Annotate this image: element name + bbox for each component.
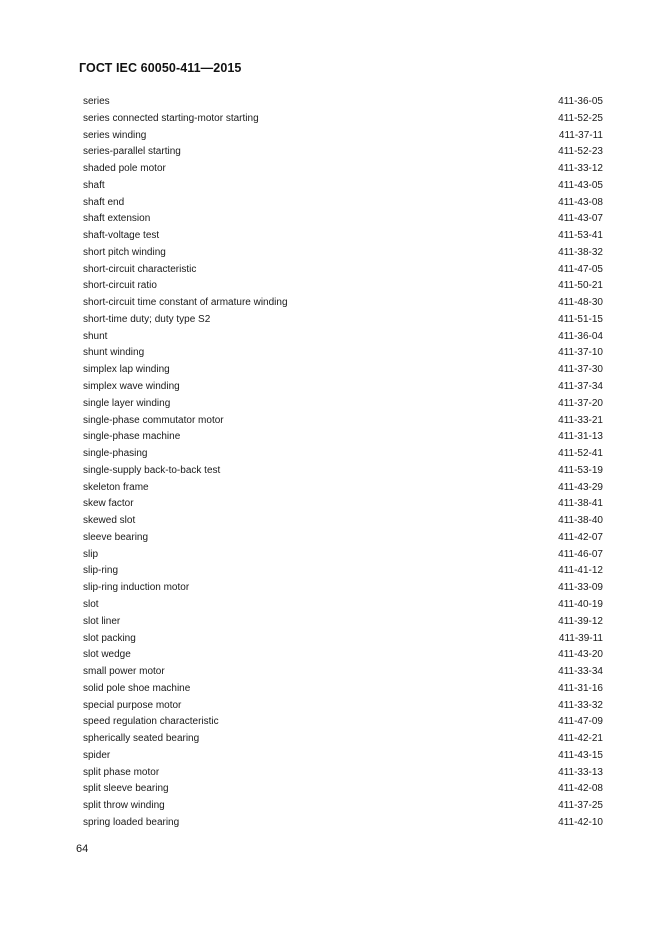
index-code: 411-31-16 [558, 682, 603, 694]
index-code: 411-53-19 [558, 464, 603, 476]
index-code: 411-48-30 [558, 297, 603, 309]
index-entry [83, 329, 603, 346]
index-code: 411-42-21 [558, 733, 603, 745]
index-entry [83, 413, 603, 430]
index-code: 411-40-19 [558, 598, 603, 610]
index-entry [83, 614, 603, 631]
index-list [83, 94, 603, 832]
index-code: 411-38-32 [558, 246, 603, 258]
index-entry [83, 161, 603, 178]
index-term: skewed slot [83, 515, 136, 527]
index-term: slot liner [83, 615, 121, 627]
index-code: 411-43-29 [558, 481, 603, 493]
index-term: skeleton frame [83, 481, 149, 493]
index-code: 411-53-41 [558, 230, 603, 242]
index-code: 411-37-20 [558, 397, 603, 409]
index-entry [83, 262, 603, 279]
index-entry [83, 245, 603, 262]
index-entry [83, 781, 603, 798]
index-term: shaded pole motor [83, 163, 166, 175]
index-code: 411-51-15 [558, 313, 603, 325]
index-entry [83, 312, 603, 329]
index-code: 411-42-08 [558, 783, 603, 795]
index-term: single-supply back-to-back test [83, 464, 221, 476]
index-term: single-phase machine [83, 431, 181, 443]
index-code: 411-47-05 [558, 263, 603, 275]
index-entry [83, 111, 603, 128]
index-term: shunt winding [83, 347, 145, 359]
index-term: spider [83, 749, 111, 761]
index-entry [83, 597, 603, 614]
index-entry [83, 731, 603, 748]
index-entry [83, 94, 603, 111]
index-entry [83, 480, 603, 497]
index-entry [83, 714, 603, 731]
page-number: 64 [76, 843, 89, 855]
index-term: split phase motor [83, 766, 160, 778]
index-entry [83, 664, 603, 681]
index-code: 411-31-13 [558, 431, 603, 443]
page-header-title: ГОСТ IEC 60050-411—2015 [79, 61, 242, 75]
index-term: shaft extension [83, 213, 151, 225]
index-entry [83, 178, 603, 195]
index-term: slip-ring induction motor [83, 582, 190, 594]
index-code: 411-36-04 [558, 330, 603, 342]
index-entry [83, 396, 603, 413]
index-entry [83, 496, 603, 513]
index-code: 411-36-05 [558, 96, 603, 107]
index-code: 411-43-20 [558, 649, 603, 661]
index-code: 411-33-12 [558, 163, 603, 175]
index-entry [83, 681, 603, 698]
index-entry [83, 798, 603, 815]
index-code: 411-38-40 [558, 515, 603, 527]
index-entry [83, 815, 603, 832]
index-term: short-circuit characteristic [83, 263, 197, 275]
index-entry [83, 765, 603, 782]
index-code: 411-33-09 [558, 582, 603, 594]
index-code: 411-46-07 [558, 548, 603, 560]
index-term: spring loaded bearing [83, 816, 180, 828]
index-term: special purpose motor [83, 699, 182, 711]
index-term: slip [83, 548, 99, 560]
index-code: 411-37-25 [558, 800, 603, 812]
index-code: 411-33-13 [558, 766, 603, 778]
index-entry [83, 195, 603, 212]
index-code: 411-37-30 [558, 364, 603, 376]
index-code: 411-33-21 [558, 414, 603, 426]
index-code: 411-43-05 [558, 179, 603, 191]
index-entry [83, 513, 603, 530]
index-code: 411-37-11 [558, 129, 603, 141]
index-entry [83, 698, 603, 715]
index-entry [83, 463, 603, 480]
index-entry [83, 345, 603, 362]
index-term: skew factor [83, 498, 134, 510]
index-code: 411-52-25 [558, 112, 603, 124]
index-entry [83, 647, 603, 664]
index-term: series-parallel starting [83, 146, 181, 158]
index-term: split sleeve bearing [83, 783, 169, 795]
index-term: short-circuit time constant of armature winding [83, 297, 288, 309]
index-term: slip-ring [83, 565, 119, 577]
index-term: series [83, 96, 110, 107]
index-term: simplex wave winding [83, 381, 180, 393]
index-term: slot packing [83, 632, 136, 644]
index-entry [83, 278, 603, 295]
index-term: sleeve bearing [83, 531, 149, 543]
index-code: 411-39-11 [558, 632, 603, 644]
index-term: spherically seated bearing [83, 733, 200, 745]
index-entry [83, 379, 603, 396]
index-term: split throw winding [83, 800, 165, 812]
index-term: shaft-voltage test [83, 230, 160, 242]
index-entry [83, 547, 603, 564]
index-entry [83, 563, 603, 580]
index-term: small power motor [83, 666, 165, 678]
index-code: 411-52-23 [558, 146, 603, 158]
index-code: 411-52-41 [558, 448, 603, 460]
index-term: short pitch winding [83, 246, 166, 258]
index-term: solid pole shoe machine [83, 682, 191, 694]
index-entry [83, 362, 603, 379]
index-term: single-phase commutator motor [83, 414, 224, 426]
index-code: 411-50-21 [558, 280, 603, 292]
index-entry [83, 530, 603, 547]
index-code: 411-42-07 [558, 531, 603, 543]
index-term: shaft end [83, 196, 125, 208]
index-term: shunt [83, 330, 108, 342]
index-entry [83, 211, 603, 228]
index-code: 411-47-09 [558, 716, 603, 728]
index-code: 411-33-32 [558, 699, 603, 711]
index-code: 411-37-10 [558, 347, 603, 359]
index-term: short-circuit ratio [83, 280, 157, 292]
index-term: simplex lap winding [83, 364, 170, 376]
index-code: 411-39-12 [558, 615, 603, 627]
index-term: short-time duty; duty type S2 [83, 313, 211, 325]
index-code: 411-38-41 [558, 498, 603, 510]
index-entry [83, 580, 603, 597]
index-entry [83, 128, 603, 145]
index-term: series connected starting-motor starting [83, 112, 259, 124]
index-term: shaft [83, 179, 105, 191]
index-term: single-phasing [83, 448, 148, 460]
index-entry [83, 429, 603, 446]
index-term: speed regulation characteristic [83, 716, 219, 728]
index-code: 411-43-08 [558, 196, 603, 208]
index-term: slot wedge [83, 649, 131, 661]
index-entry [83, 446, 603, 463]
index-term: slot [83, 598, 99, 610]
index-term: series winding [83, 129, 147, 141]
index-entry [83, 144, 603, 161]
index-code: 411-43-15 [558, 749, 603, 761]
index-code: 411-42-10 [558, 816, 603, 828]
index-code: 411-33-34 [558, 666, 603, 678]
index-entry [83, 748, 603, 765]
index-term: single layer winding [83, 397, 171, 409]
index-code: 411-37-34 [558, 381, 603, 393]
index-entry [83, 295, 603, 312]
index-code: 411-41-12 [558, 565, 603, 577]
index-entry [83, 228, 603, 245]
index-entry [83, 631, 603, 648]
index-code: 411-43-07 [558, 213, 603, 225]
